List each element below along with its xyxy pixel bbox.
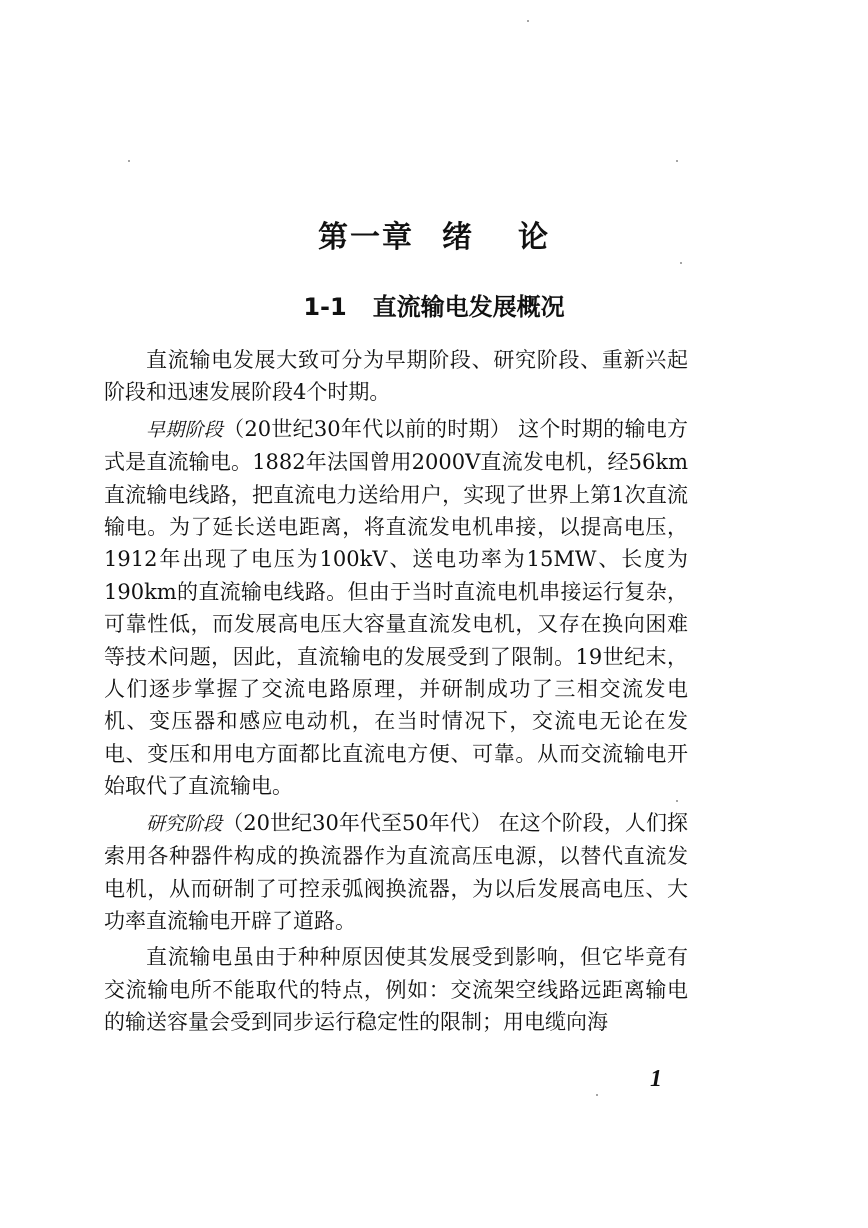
scan-speck <box>128 160 130 162</box>
paragraph-text: 直流输电虽由于种种原因使其发展受到影响，但它毕竟有交流输电所不能取代的特点，例如：交流架空线路远距离输电的输送容量会受到同步运行稳定性的限制；用电缆向海 <box>104 945 688 1035</box>
scan-speck <box>680 262 682 264</box>
scan-speck <box>527 20 529 22</box>
chapter-title <box>0 212 868 256</box>
stage-label: 早期阶段 <box>146 418 224 441</box>
paragraph-text: （20世纪30年代以前的时期） 这个时期的输电方式是直流输电。1882年法国曾用2000V直流发电机，经56km直流输电线路，把直流电力送给用户，实现了世界上第1次直流输电。为了延长送电距离，将直流发电机串接，以提高电压，1912年出现了电压为100kV、送电功率为15MW、长度为190km的直流输电线路。但由于当时直流电机串接运行复杂，可靠性低，而发展高电压大容量直流发电机，又存在换向困难等技术问题，因此，直流输电的发展受到了限制。19世纪末，人们逐步掌握了交流电路原理，并研制成功了三相交流发电机、变压器和感应电动机，在当时情况下，交流电无论在发电、变压和用电方面都比直流电方便、可靠。从而交流输电开始取代了直流输电。 <box>104 416 688 799</box>
section-number: 1-1 <box>303 293 347 321</box>
scan-speck <box>676 800 678 802</box>
page-number: 1 <box>650 1066 662 1092</box>
section-title <box>0 287 868 322</box>
section-heading: 直流输电发展概况 <box>372 293 565 321</box>
stage-label: 研究阶段 <box>146 812 223 835</box>
paragraph <box>104 807 688 938</box>
chapter-title-part2: 论 <box>518 220 550 255</box>
paragraph <box>104 344 688 409</box>
paragraph-text: 直流输电发展大致可分为早期阶段、研究阶段、重新兴起阶段和迅速发展阶段4个时期。 <box>104 348 688 405</box>
chapter-title-part1: 绪 <box>442 220 474 255</box>
chapter-label: 第一章 <box>318 220 414 255</box>
paragraph <box>104 941 688 1038</box>
scan-speck <box>596 1094 598 1096</box>
paragraph-text: （20世纪30年代至50年代） 在这个阶段，人们探索用各种器件构成的换流器作为直流高压电源，以替代直流发电机，从而研制了可控汞弧阀换流器，为以后发展高电压、大功率直流输电开辟了道路。 <box>104 810 688 933</box>
scan-speck <box>676 160 678 162</box>
body-text <box>104 344 688 1043</box>
paragraph <box>104 413 688 803</box>
